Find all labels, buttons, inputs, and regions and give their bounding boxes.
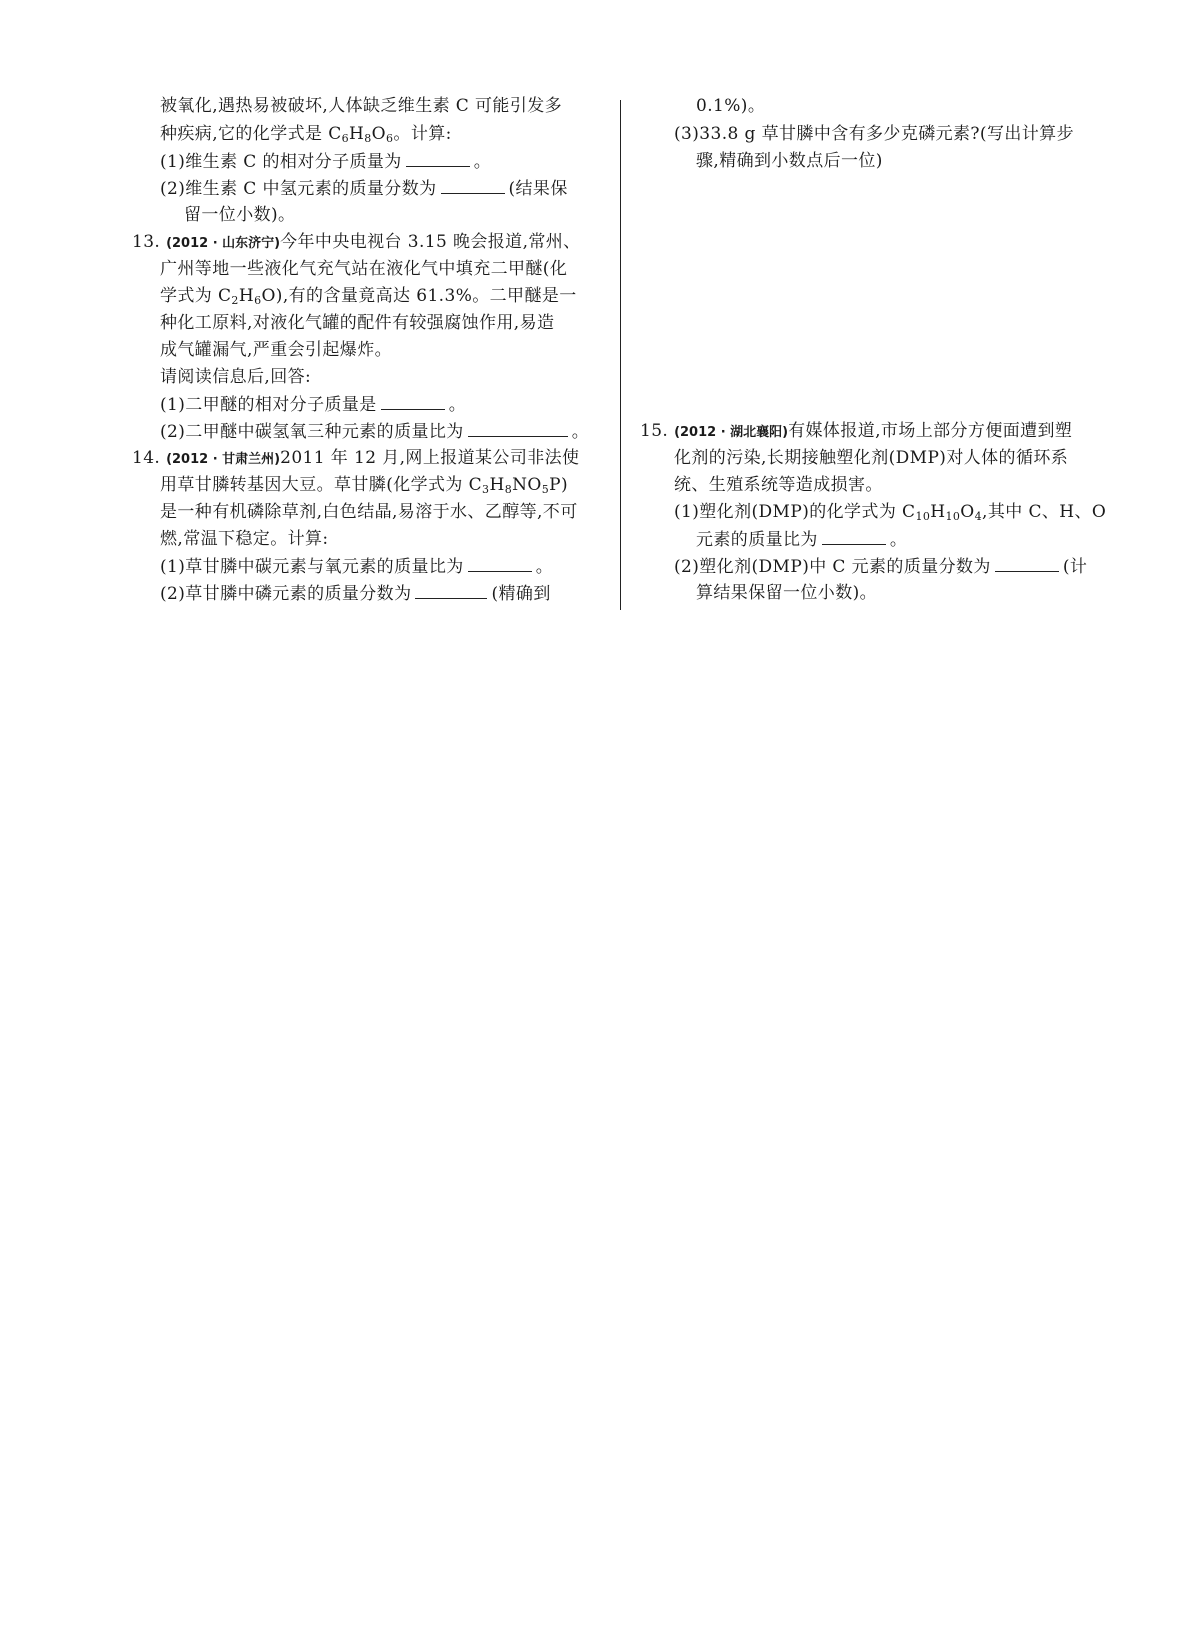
q14-line4: 燃,常温下稳定。计算: <box>160 529 329 549</box>
q12-part1: (1)维生素 C 的相对分子质量为 。 <box>160 152 492 172</box>
q13-line5: 成气罐漏气,严重会引起爆炸。 <box>160 340 393 360</box>
q15-part2-line2: 算结果保留一位小数)。 <box>696 583 878 603</box>
question-number: 14. <box>132 448 161 468</box>
q15-line2: 化剂的污染,长期接触塑化剂(DMP)对人体的循环系 <box>674 448 1069 468</box>
answer-blank[interactable] <box>995 556 1059 572</box>
q12-part2-line2: 留一位小数)。 <box>184 205 296 225</box>
answer-blank[interactable] <box>415 583 487 599</box>
answer-blank[interactable] <box>381 394 445 410</box>
question-15-header: 15. (2012 · 湖北襄阳)有媒体报道,市场上部分方便面遭到塑 <box>640 421 1073 441</box>
q14-line2: 用草甘膦转基因大豆。草甘膦(化学式为 $C_3H_8NO_5P$) <box>160 475 568 496</box>
q12-continuation-line1: 被氧化,遇热易被破坏,人体缺乏维生素 C 可能引发多 <box>160 96 563 116</box>
q14-part1: (1)草甘膦中碳元素与氧元素的质量比为 。 <box>160 557 554 577</box>
q13-line3: 学式为 $C_2H_6O$),有的含量竟高达 61.3%。二甲醚是一 <box>160 286 577 307</box>
answer-blank[interactable] <box>441 178 505 194</box>
question-source: (2012 · 甘肃兰州) <box>166 452 281 467</box>
q13-line4: 种化工原料,对液化气罐的配件有较强腐蚀作用,易造 <box>160 313 555 333</box>
q14-part3: (3)33.8 g 草甘膦中含有多少克磷元素?(写出计算步 <box>674 124 1074 144</box>
q14-continuation: 0.1%)。 <box>696 96 766 116</box>
q14-part2: (2)草甘膦中磷元素的质量分数为 (精确到 <box>160 584 551 604</box>
q15-line3: 统、生殖系统等造成损害。 <box>674 475 883 495</box>
answer-blank[interactable] <box>468 556 532 572</box>
question-13-header: 13. (2012 · 山东济宁)今年中央电视台 3.15 晚会报道,常州、 <box>132 232 581 252</box>
q13-line2: 广州等地一些液化气充气站在液化气中填充二甲醚(化 <box>160 259 568 279</box>
q14-line3: 是一种有机磷除草剂,白色结晶,易溶于水、乙醇等,不可 <box>160 502 578 522</box>
column-divider <box>620 100 621 610</box>
q15-part1-line2: 元素的质量比为 。 <box>696 530 908 550</box>
question-14-header: 14. (2012 · 甘肃兰州)2011 年 12 月,网上报道某公司非法使 <box>132 448 580 468</box>
answer-blank[interactable] <box>468 421 568 437</box>
q14-part3-line2: 骤,精确到小数点后一位) <box>696 151 883 171</box>
answer-blank[interactable] <box>406 151 470 167</box>
question-source: (2012 · 山东济宁) <box>166 236 281 251</box>
q13-part1: (1)二甲醚的相对分子质量是 。 <box>160 395 467 415</box>
q12-continuation-line2: 种疾病,它的化学式是 $C_6H_8O_6$。计算: <box>160 124 452 145</box>
q15-part1: (1)塑化剂(DMP)的化学式为 $C_{10}H_{10}O_4$,其中 C、H、O <box>674 502 1107 523</box>
q13-line6: 请阅读信息后,回答: <box>160 367 312 387</box>
question-source: (2012 · 湖北襄阳) <box>674 425 789 440</box>
question-number: 13. <box>132 232 161 252</box>
answer-blank[interactable] <box>822 529 886 545</box>
question-number: 15. <box>640 421 669 441</box>
q12-part2: (2)维生素 C 中氢元素的质量分数为 (结果保 <box>160 179 568 199</box>
q13-part2: (2)二甲醚中碳氢氧三种元素的质量比为 。 <box>160 422 590 442</box>
q15-part2: (2)塑化剂(DMP)中 C 元素的质量分数为 (计 <box>674 557 1088 577</box>
